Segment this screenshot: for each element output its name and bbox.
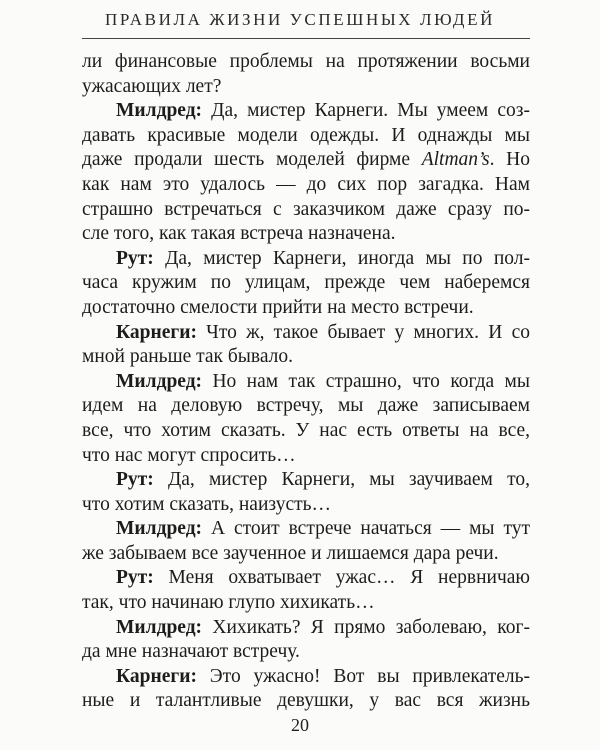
speaker-name: Рут:	[116, 247, 154, 269]
running-head-title: ПРАВИЛА ЖИЗНИ УСПЕШНЫХ ЛЮДЕЙ	[105, 10, 495, 29]
text-line: Милдред: Но нам так страшно, что когда мы	[116, 370, 530, 392]
text-line: сле того, как такая встреча назначена.	[82, 223, 396, 245]
company-name: Altman’s	[421, 149, 490, 171]
text-line: Карнеги: Что ж, такое бывает у многих. И со	[116, 321, 530, 343]
text-line: ужасающих лет?	[82, 75, 222, 97]
text-line: же забываем все заученное и лишаемся дара речи.	[82, 542, 499, 564]
speaker-name: Милдред:	[116, 100, 203, 122]
text-line: страшно встречаться с заказчиком даже сразу по-	[82, 198, 530, 220]
speaker-name: Милдред:	[116, 518, 203, 540]
page-number: 20	[291, 715, 309, 735]
text-line: ли финансовые проблемы на протяжении восьми	[82, 51, 530, 72]
text-line: часа кружим по улицам, прежде чем наберемся	[82, 272, 530, 294]
text-line: Милдред: Хихикать? Я прямо заболеваю, ког-	[116, 616, 530, 638]
speaker-name: Рут:	[116, 469, 154, 491]
text-line: Рут: Да, мистер Карнеги, иногда мы по пол-	[116, 247, 530, 269]
speaker-name: Милдред:	[116, 370, 203, 392]
text-line: что хотим сказать, наизусть…	[82, 493, 332, 515]
text-line: достаточно смелости прийти на место встречи.	[82, 296, 474, 318]
body-text	[82, 50, 530, 714]
text-line: все, что хотим сказать. У нас есть ответы на все,	[82, 419, 530, 441]
text-line: Карнеги: Это ужасно! Вот вы привлекатель-	[116, 665, 530, 687]
speaker-name: Карнеги:	[116, 321, 197, 343]
text-line: ные и талантливые девушки, у вас вся жизнь	[82, 690, 530, 712]
text-line: так, что начинаю глупо хихикать…	[82, 592, 375, 614]
text-line: давать красивые модели одежды. И однажды мы	[82, 124, 530, 146]
text-line: что нас могут спросить…	[82, 444, 296, 466]
header-rule	[82, 38, 530, 39]
text-line: как нам это удалось — до сих пор загадка. Нам	[82, 173, 530, 195]
text-line: да мне назначают встречу.	[82, 641, 300, 663]
text-line: Рут: Да, мистер Карнеги, мы заучиваем то,	[116, 469, 530, 491]
text-line: мной раньше так бывало.	[82, 346, 294, 368]
speaker-name: Рут:	[116, 567, 154, 589]
text-line: Милдред: Да, мистер Карнеги. Мы умеем соз-	[116, 100, 530, 122]
text-line: Рут: Меня охватывает ужас… Я нервничаю	[116, 567, 530, 589]
text-line: Милдред: А стоит встрече начаться — мы тут	[116, 518, 530, 540]
speaker-name: Милдред:	[116, 616, 203, 638]
speaker-name: Карнеги:	[116, 665, 197, 687]
text-line: даже продали шесть моделей фирме Altman’s. Но	[82, 149, 530, 171]
text-line: идем на деловую встречу, мы даже записываем	[82, 395, 530, 417]
